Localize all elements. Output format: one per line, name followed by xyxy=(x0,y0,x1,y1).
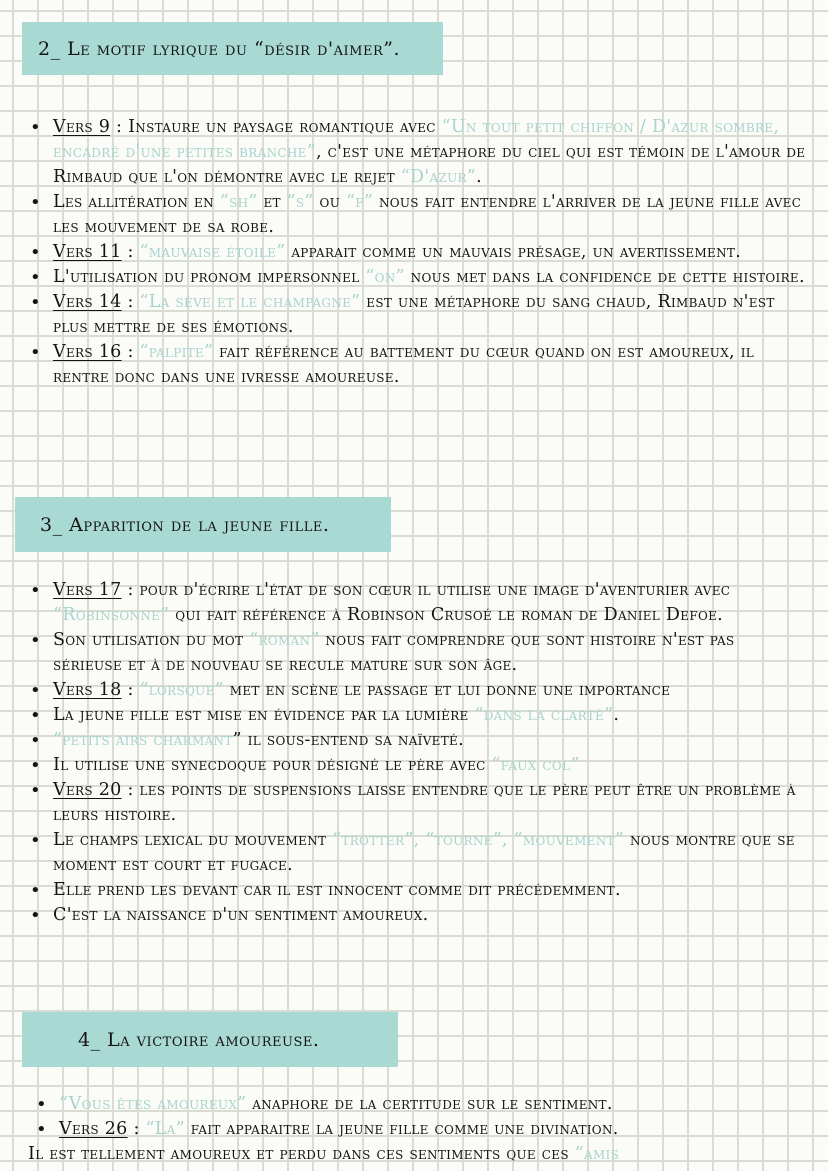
text-segment: : les points de suspensions laisse entendre que le père peut être un problème à leurs histoire. xyxy=(53,780,796,825)
quotation: “petits airs charmant xyxy=(53,730,233,750)
verse-reference: Vers 16 xyxy=(53,342,122,362)
bullet-list-section-4 xyxy=(34,1092,814,1142)
text-segment: nous montre que se moment est court et fugace. xyxy=(53,830,795,875)
list-item xyxy=(34,1117,814,1142)
verse-reference: Vers 26 xyxy=(59,1119,128,1139)
text-segment: Le champs lexical du mouvement xyxy=(53,830,333,850)
section-header-apparition xyxy=(15,497,391,552)
list-item xyxy=(34,1092,814,1117)
list-item xyxy=(28,340,808,390)
text-segment: : pour d'écrire l'état de son cœur il utilise une image d'aventurier avec xyxy=(121,580,731,600)
bullet-list-section-2 xyxy=(28,115,808,390)
list-item xyxy=(28,240,808,265)
text-segment: , c'est une métaphore du ciel qui est témoin de l'amour de Rimbaud que l'on démontre avec le rejet xyxy=(53,142,806,187)
list-item xyxy=(28,778,808,828)
quotation: “D'azur” xyxy=(400,167,477,187)
section-title: 3_ Apparition de la jeune fille. xyxy=(40,513,330,536)
list-item xyxy=(28,265,808,290)
text-segment: Il est tellement amoureux et perdu dans ces sentiments que ces xyxy=(28,1144,575,1164)
quotation: “faux col” xyxy=(491,755,580,775)
list-item xyxy=(28,190,808,240)
quotation: “f” xyxy=(345,192,374,212)
quotation: “lorsque” xyxy=(139,680,224,700)
quotation: “on” xyxy=(365,267,405,287)
text-segment: Les allitération en xyxy=(53,192,220,212)
text-segment: Son utilisation du mot xyxy=(53,630,250,650)
list-item xyxy=(28,115,808,190)
list-item xyxy=(28,828,808,878)
text-segment: : xyxy=(127,1119,146,1139)
section-title: 2_ Le motif lyrique du “désir d'aimer”. xyxy=(38,37,400,60)
quotation: “Un tout petit chiffon / D'azur sombre, encadré d'une petites branche” xyxy=(53,117,780,162)
text-segment: Il utilise une synecdoque pour désigné le père avec xyxy=(53,755,492,775)
text-segment: Elle prend les devant car il est innocent comme dit précédemment. xyxy=(53,880,621,900)
quotation: “palpite” xyxy=(139,342,214,362)
text-segment: : xyxy=(121,680,140,700)
quotation: “Vous êtes amoureux” xyxy=(59,1094,247,1114)
verse-reference: Vers 11 xyxy=(53,242,122,262)
verse-reference: Vers 20 xyxy=(53,780,122,800)
quotation: “roman” xyxy=(249,630,320,650)
quotation: “sh” xyxy=(219,192,258,212)
text-segment: fait référence au battement du cœur quand on est amoureux, il rentre donc dans une ivresse amoureuse. xyxy=(53,342,755,387)
text-segment: fait apparaitre la jeune fille comme une divination. xyxy=(184,1119,619,1139)
text-segment: . xyxy=(476,167,482,187)
text-segment: C'est la naissance d'un sentiment amoureux. xyxy=(53,905,429,925)
section-header-victoire xyxy=(22,1012,398,1067)
text-segment: ” il sous-entend sa naïveté. xyxy=(232,730,464,750)
text-segment: nous fait comprendre que sont histoire n'est pas sérieuse et à de nouveau se recule mature sur son âge. xyxy=(53,630,735,675)
text-segment: apparait comme un mauvais présage, un avertissement. xyxy=(285,242,742,262)
text-segment: et xyxy=(257,192,287,212)
verse-reference: Vers 14 xyxy=(53,292,122,312)
text-segment: : xyxy=(121,342,140,362)
text-segment: nous met dans la confidence de cette histoire. xyxy=(404,267,805,287)
text-segment: : Instaure un paysage romantique avec xyxy=(110,117,442,137)
list-item xyxy=(28,753,808,778)
text-segment: met en scène le passage et lui donne une importance xyxy=(223,680,671,700)
quotation: “Robinsonne” xyxy=(53,605,170,625)
list-item xyxy=(28,290,808,340)
quotation: “dans la clarté” xyxy=(474,705,614,725)
bullet-list-section-3 xyxy=(28,578,808,928)
text-segment: qui fait référence à Robinson Crusoé le roman de Daniel Defoe. xyxy=(169,605,724,625)
quotation: “mauvaise étoile” xyxy=(139,242,286,262)
quotation: “La” xyxy=(145,1119,185,1139)
text-segment: La jeune fille est mise en évidence par la lumière xyxy=(53,705,475,725)
list-item xyxy=(28,728,808,753)
quotation: “amis xyxy=(574,1144,620,1164)
section-title: 4_ La victoire amoureuse. xyxy=(78,1028,320,1051)
quotation: “La sève et le champagne” xyxy=(139,292,361,312)
verse-reference: Vers 9 xyxy=(53,117,111,137)
text-segment: anaphore de la certitude sur le sentiment. xyxy=(246,1094,613,1114)
text-segment: . xyxy=(613,705,620,725)
text-segment: L'utilisation du pronom impersonnel xyxy=(53,267,366,287)
list-item xyxy=(28,578,808,628)
list-item xyxy=(28,628,808,678)
text-segment: nous fait entendre l'arriver de la jeune fille avec les mouvement de sa robe. xyxy=(53,192,802,237)
list-item xyxy=(28,678,808,703)
list-item xyxy=(28,703,808,728)
text-segment: est une métaphore du sang chaud, Rimbaud n'est plus mettre de ses émotions. xyxy=(53,292,775,337)
verse-reference: Vers 17 xyxy=(53,580,122,600)
text-segment: ou xyxy=(313,192,346,212)
quotation: “trotter”, “tourne”, “mouvement” xyxy=(332,830,625,850)
list-item xyxy=(28,878,808,903)
text-segment: : xyxy=(121,242,140,262)
trailing-paragraph xyxy=(28,1142,818,1167)
list-item xyxy=(28,903,808,928)
text-segment: : xyxy=(121,292,140,312)
quotation: “s” xyxy=(286,192,314,212)
section-header-motif-lyrique xyxy=(22,22,443,75)
verse-reference: Vers 18 xyxy=(53,680,122,700)
